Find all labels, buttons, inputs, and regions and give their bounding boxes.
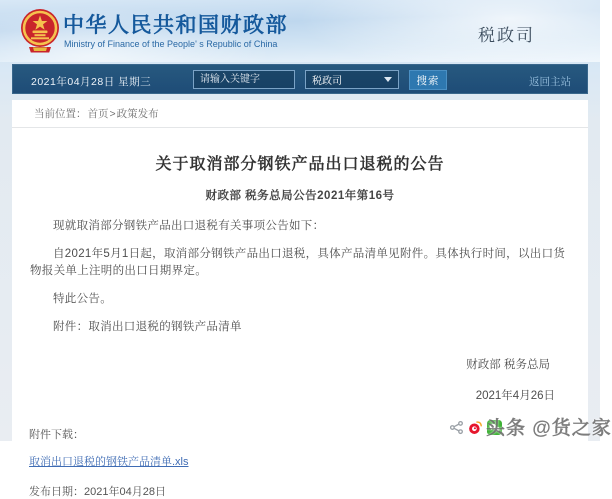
document-number: 财政部 税务总局公告2021年第16号 [205, 190, 395, 202]
site-banner [0, 0, 600, 62]
search-scope-value: 税政司 [312, 76, 342, 87]
article-paragraph: 特此公告。 [53, 292, 112, 305]
weibo-icon[interactable] [468, 420, 483, 435]
publish-date-value: 2021年04月28日 [84, 485, 166, 498]
article-paragraph: 现就取消部分钢铁产品出口退税有关事项公告如下： [53, 220, 325, 232]
breadcrumb-separator: > [109, 107, 116, 120]
site-title: 中华人民共和国财政部 [63, 14, 288, 37]
share-bar [449, 420, 502, 435]
publish-date-row [29, 483, 588, 499]
wechat-icon[interactable] [487, 420, 502, 435]
attachment-download-label: 附件下载： [29, 428, 84, 441]
breadcrumb-bar [12, 100, 588, 128]
article-paragraph: 自2021年5月1日起，取消部分钢铁产品出口退税，具体产品清单见附件。具体执行时间，以出口货物报关单上注明的出口日期界定。 [30, 248, 566, 277]
search-toolbar [12, 64, 588, 94]
attachment-file-link[interactable]: 取消出口退税的钢铁产品清单.xls [29, 455, 189, 468]
breadcrumb [34, 106, 159, 121]
site-subtitle-en: Ministry of Finance of the People' s Republic of China [64, 39, 278, 49]
breadcrumb-current-link[interactable]: 政策发布 [116, 108, 159, 120]
search-input[interactable] [193, 70, 295, 89]
watermark-text: 头条 @货之家 [486, 418, 612, 439]
publish-date-label: 发布日期： [29, 485, 84, 498]
issuing-authority: 财政部 税务总局 [466, 358, 550, 371]
issue-date: 2021年4月26日 [475, 389, 555, 402]
share-icon[interactable] [449, 420, 464, 435]
breadcrumb-label: 当前位置： [34, 108, 87, 120]
article-container [12, 128, 588, 498]
article-paragraph: 附件：取消出口退税的钢铁产品清单 [53, 321, 242, 334]
search-button[interactable]: 搜索 [409, 70, 447, 90]
search-scope-dropdown[interactable] [305, 70, 399, 89]
article-body [12, 218, 588, 336]
chevron-down-icon [384, 77, 392, 82]
article-title: 关于取消部分钢铁产品出口退税的公告 [155, 156, 445, 173]
department-name: 税政司 [478, 26, 535, 45]
back-to-main-site-link[interactable]: 返回主站 [529, 76, 571, 88]
national-emblem-icon [20, 8, 60, 55]
breadcrumb-home-link[interactable]: 首页 [87, 108, 109, 120]
current-date: 2021年04月28日 星期三 [31, 76, 152, 88]
